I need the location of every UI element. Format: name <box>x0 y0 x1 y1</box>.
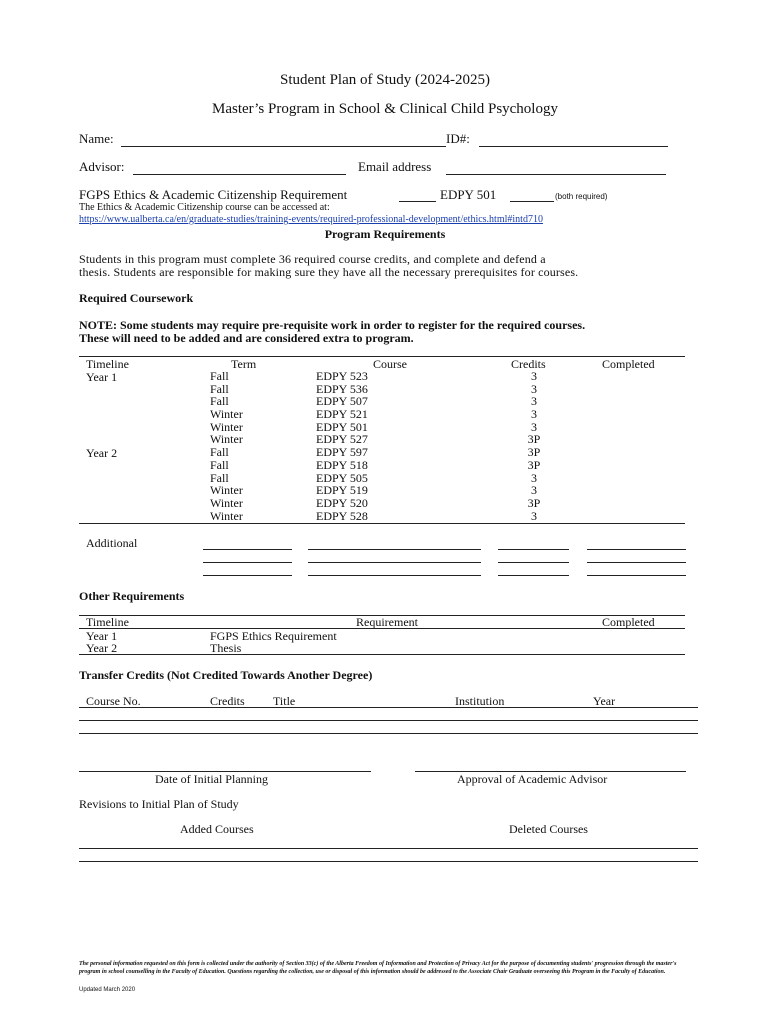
ethics-access-text: The Ethics & Academic Citizenship course can be accessed at: <box>79 202 330 213</box>
other-col-timeline: Timeline <box>86 615 129 629</box>
transfer-row-line[interactable] <box>79 733 698 734</box>
col-timeline: Timeline <box>86 357 129 371</box>
ethics-course-label: EDPY 501 <box>440 187 497 202</box>
name-label: Name: <box>79 131 114 146</box>
course-cell: EDPY 528 <box>316 508 368 523</box>
transfer-col-year: Year <box>593 694 616 708</box>
revisions-row-line[interactable] <box>79 861 698 862</box>
other-requirements-heading: Other Requirements <box>79 589 185 603</box>
col-credits: Credits <box>511 357 546 371</box>
email-field[interactable] <box>446 174 666 175</box>
course-cell: EDPY 521 <box>316 407 368 422</box>
other-col-requirement: Requirement <box>356 615 418 629</box>
credits-cell: 3 <box>531 508 537 523</box>
transfer-col-institution: Institution <box>455 694 505 708</box>
term-cell: Winter <box>210 432 243 447</box>
coursework-table-bottom-rule <box>79 523 685 524</box>
additional-course-field[interactable] <box>308 575 481 576</box>
ethics-requirement-label: FGPS Ethics & Academic Citizenship Requirement <box>79 187 348 202</box>
year-2-label: Year 2 <box>86 446 118 460</box>
credits-cell: 3P <box>527 445 541 460</box>
course-cell: EDPY 527 <box>316 432 368 447</box>
added-courses-label: Added Courses <box>180 822 254 836</box>
note-line2: These will need to be added and are considered extra to program. <box>79 331 414 345</box>
term-cell: Fall <box>210 369 229 383</box>
course-cell: EDPY 536 <box>316 381 368 396</box>
other-col-completed: Completed <box>602 615 655 629</box>
additional-completed-field[interactable] <box>587 575 686 576</box>
approval-of-academic-advisor-label: Approval of Academic Advisor <box>457 772 608 786</box>
course-column <box>316 370 368 522</box>
col-completed: Completed <box>602 357 655 371</box>
deleted-courses-label: Deleted Courses <box>509 822 588 836</box>
credits-cell: 3P <box>527 457 541 472</box>
other-table-header-rule <box>79 628 685 629</box>
year-1-label: Year 1 <box>86 370 118 384</box>
term-cell: Winter <box>210 495 243 510</box>
term-column <box>210 370 243 522</box>
col-course: Course <box>373 357 407 371</box>
email-label: Email address <box>358 159 432 174</box>
other-row-timeline: Year 1 <box>86 629 118 643</box>
program-paragraph-line1: Students in this program must complete 36 required course credits, and complete and defend a <box>79 252 546 266</box>
additional-term-field[interactable] <box>203 549 292 550</box>
ethics-course-field[interactable] <box>510 201 554 202</box>
credits-cell: 3 <box>531 407 537 422</box>
other-table-bottom-rule <box>79 654 685 655</box>
credits-cell: 3 <box>531 470 537 485</box>
other-row-timeline: Year 2 <box>86 641 118 655</box>
course-cell: EDPY 507 <box>316 394 368 409</box>
course-cell: EDPY 505 <box>316 470 368 485</box>
additional-term-field[interactable] <box>203 562 292 563</box>
additional-credits-field[interactable] <box>498 575 569 576</box>
program-paragraph-line2: thesis. Students are responsible for making sure they have all the necessary prerequisites for courses. <box>79 265 579 279</box>
course-cell: EDPY 519 <box>316 483 368 498</box>
additional-label: Additional <box>86 536 138 550</box>
both-required-note: (both required) <box>555 192 608 201</box>
credits-cell: 3 <box>531 483 537 498</box>
transfer-credits-heading: Transfer Credits (Not Credited Towards Another Degree) <box>79 668 373 682</box>
transfer-row-line[interactable] <box>79 707 698 708</box>
required-coursework-heading: Required Coursework <box>79 291 194 305</box>
additional-course-field[interactable] <box>308 562 481 563</box>
course-cell: EDPY 518 <box>316 457 368 472</box>
other-row-requirement: FGPS Ethics Requirement <box>210 629 337 643</box>
id-label: ID#: <box>446 131 470 146</box>
credits-cell: 3 <box>531 381 537 396</box>
revisions-label: Revisions to Initial Plan of Study <box>79 797 239 811</box>
transfer-row-line[interactable] <box>79 720 698 721</box>
term-cell: Fall <box>210 394 229 409</box>
term-cell: Fall <box>210 457 229 472</box>
additional-completed-field[interactable] <box>587 549 686 550</box>
other-row-requirement: Thesis <box>210 641 242 655</box>
privacy-notice: The personal information requested on this form is collected under the authority of Section 33(c) of the Alberta Freedom of Information and Protection of Privacy Act for the purpose of documenting students' progression through the master's program in school counselling in the Faculty of Education. Questions regarding the collection, use or disposal of this information should be addressed to the Associate Chair Graduate overseeing this Program in the Faculty of Education. <box>79 961 677 975</box>
col-term: Term <box>231 357 257 371</box>
additional-completed-field[interactable] <box>587 562 686 563</box>
course-cell: EDPY 520 <box>316 495 368 510</box>
additional-term-field[interactable] <box>203 575 292 576</box>
additional-course-field[interactable] <box>308 549 481 550</box>
credits-cell: 3P <box>527 432 541 447</box>
term-cell: Fall <box>210 445 229 460</box>
credits-cell: 3 <box>531 394 537 409</box>
note-line1: NOTE: Some students may require pre-requisite work in order to register for the required courses. <box>79 318 586 332</box>
credits-cell: 3 <box>531 419 537 434</box>
credits-column <box>514 370 554 522</box>
transfer-col-credits: Credits <box>210 694 245 708</box>
program-title: Master’s Program in School & Clinical Child Psychology <box>212 101 558 117</box>
term-cell: Winter <box>210 407 243 422</box>
program-requirements-heading: Program Requirements <box>324 227 446 241</box>
term-cell: Winter <box>210 483 243 498</box>
id-field[interactable] <box>479 146 668 147</box>
course-cell: EDPY 597 <box>316 445 368 460</box>
updated-date: Updated March 2020 <box>79 987 136 993</box>
document-title: Student Plan of Study (2024-2025) <box>280 72 490 88</box>
ethics-requirement-field[interactable] <box>399 201 436 202</box>
additional-credits-field[interactable] <box>498 562 569 563</box>
term-cell: Winter <box>210 508 243 523</box>
transfer-col-title: Title <box>273 694 296 708</box>
additional-credits-field[interactable] <box>498 549 569 550</box>
term-cell: Fall <box>210 470 229 485</box>
advisor-field[interactable] <box>133 174 346 175</box>
course-cell: EDPY 523 <box>316 369 368 383</box>
revisions-row-line[interactable] <box>79 848 698 849</box>
term-cell: Fall <box>210 381 229 396</box>
name-field[interactable] <box>121 146 446 147</box>
credits-cell: 3P <box>527 495 541 510</box>
credits-cell: 3 <box>531 369 537 383</box>
course-cell: EDPY 501 <box>316 419 368 434</box>
advisor-label: Advisor: <box>79 159 125 174</box>
date-of-initial-planning-label: Date of Initial Planning <box>155 772 268 786</box>
transfer-col-course-no: Course No. <box>86 694 141 708</box>
term-cell: Winter <box>210 419 243 434</box>
ethics-link[interactable]: https://www.ualberta.ca/en/graduate-studies/training-events/required-professional-development/ethics.html#intd710 <box>79 214 543 225</box>
